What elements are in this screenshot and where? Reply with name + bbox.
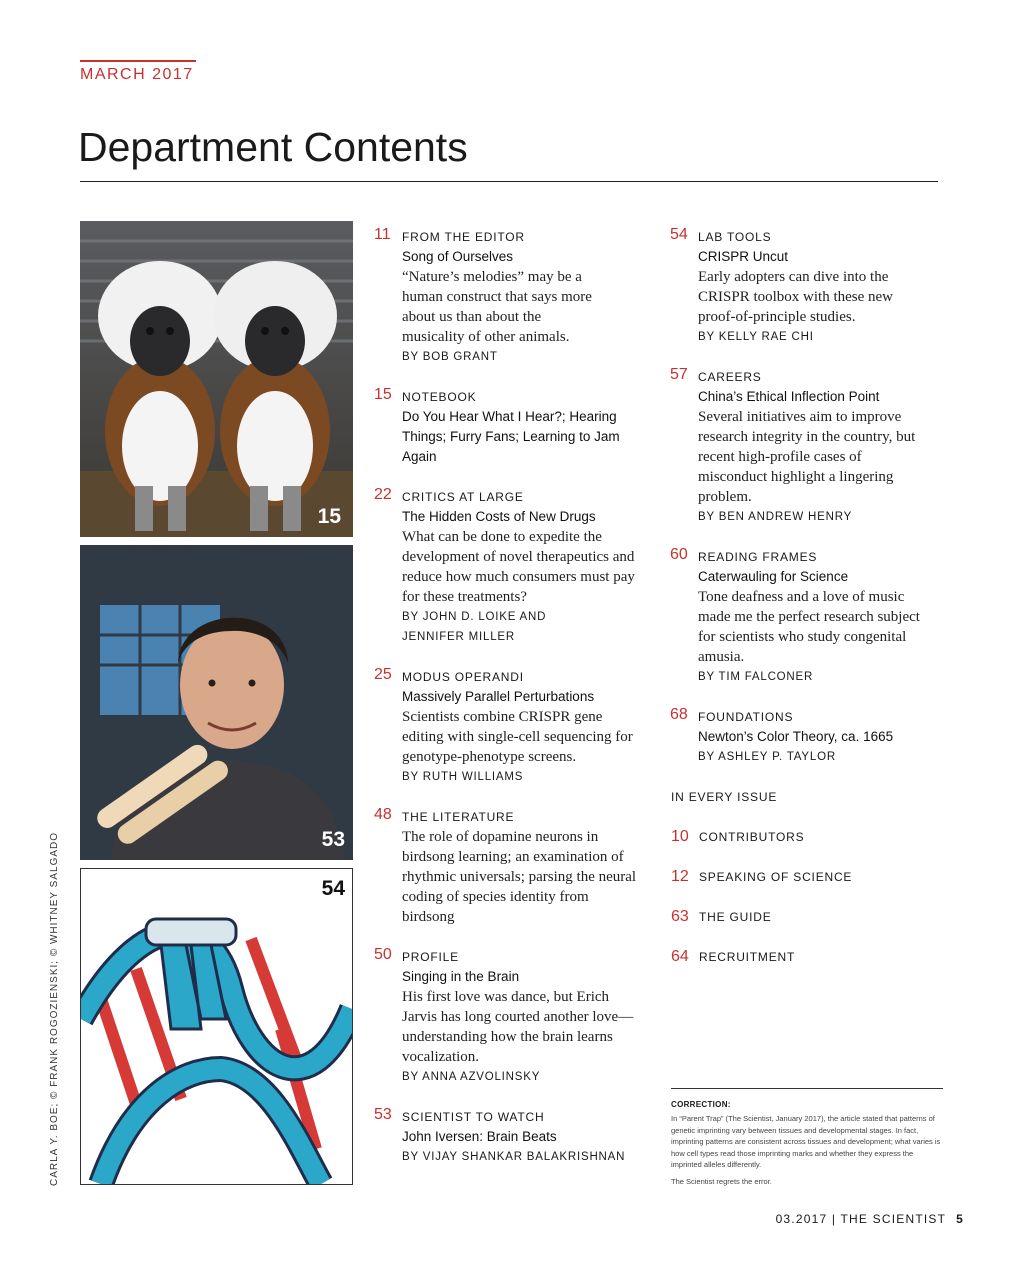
entry-page-number: 60 — [670, 546, 688, 563]
entry-page-number: 53 — [374, 1106, 392, 1123]
entry-page-number: 48 — [374, 806, 392, 823]
every-issue-page: 63 — [671, 908, 689, 925]
entry-deck: Early adopters can dive into the CRISPR toolbox with these new proof-of-principle studies. — [698, 269, 894, 325]
entry-headline: Massively Parallel Perturbations — [402, 689, 595, 704]
entry-department: SCIENTIST TO WATCH — [402, 1110, 545, 1124]
entry-headline: Singing in the Brain — [402, 969, 520, 984]
dna-scissors-image — [81, 869, 352, 1184]
entry-department: CRITICS AT LARGE — [402, 490, 524, 504]
every-issue-name: SPEAKING OF SCIENCE — [699, 870, 853, 884]
every-issue-name: THE GUIDE — [699, 910, 772, 924]
entry-department: CAREERS — [698, 370, 762, 384]
every-issue-item[interactable] — [671, 908, 772, 926]
entry-byline: BY BOB GRANT — [402, 351, 498, 363]
issue-month: MARCH 2017 — [80, 66, 194, 83]
toc-entry[interactable] — [374, 946, 662, 1087]
toc-entry[interactable] — [374, 486, 662, 647]
footer-text: 03.2017 | THE SCIENTIST — [775, 1212, 947, 1226]
entry-page-number: 11 — [374, 226, 391, 243]
entry-department: READING FRAMES — [698, 550, 818, 564]
entry-page-number: 22 — [374, 486, 392, 503]
entry-byline: BY TIM FALCONER — [698, 671, 814, 683]
entry-deck: The role of dopamine neurons in birdsong learning; an examination of rhythmic universals; parsing the neural coding of species identity from birdsong — [402, 829, 637, 925]
entry-department: NOTEBOOK — [402, 390, 477, 404]
every-issue-item[interactable] — [671, 948, 795, 966]
correction-closing: The Scientist regrets the error. — [671, 1177, 772, 1186]
entry-deck: Tone deafness and a love of music made me the perfect research subject for scientists who study congenital amusia. — [698, 589, 920, 665]
entry-page-number: 57 — [670, 366, 688, 383]
entry-deck: Several initiatives aim to improve research integrity in the country, but recent high-profile cases of misconduct highlight a lingering problem. — [698, 409, 916, 505]
every-issue-item[interactable] — [671, 828, 804, 846]
every-issue-item[interactable] — [671, 868, 852, 886]
every-issue-page: 64 — [671, 948, 689, 965]
entry-byline: BY BEN ANDREW HENRY — [698, 511, 853, 523]
page-title: Department Contents — [78, 124, 468, 170]
correction-rule — [671, 1088, 943, 1089]
entry-department: PROFILE — [402, 950, 459, 964]
entry-deck: What can be done to expedite the development of novel therapeutics and reduce how much consumers must pay for these treatments? — [402, 529, 635, 605]
entry-byline: BY VIJAY SHANKAR BALAKRISHNAN — [402, 1151, 626, 1163]
contents-column-right — [670, 226, 943, 767]
entry-department: FOUNDATIONS — [698, 710, 794, 724]
portrait-photo — [80, 545, 353, 860]
toc-entry[interactable] — [670, 226, 943, 347]
entry-department: MODUS OPERANDI — [402, 670, 524, 684]
toc-entry[interactable] — [374, 666, 662, 787]
entry-headline: John Iversen: Brain Beats — [402, 1129, 557, 1144]
entry-byline: BY ASHLEY P. TAYLOR — [698, 751, 836, 763]
entry-deck: His first love was dance, but Erich Jarvis has long courted another love—understanding how the brain learns vocalization. — [402, 989, 634, 1065]
correction-title: CORRECTION: — [671, 1100, 731, 1109]
contents-column-left — [374, 226, 662, 1167]
entry-headline: Song of Ourselves — [402, 249, 514, 264]
photo-page-number: 53 — [321, 828, 345, 851]
correction-body: In “Parent Trap” (The Scientist, January 2017), the article stated that patterns of genetic imprinting vary between tissues and developmental stages. In fact, imprinting patterns are consistent across tissues and development; what varies is how cell types read those imprinting marks and whether they express the imprinted alleles differently. — [671, 1114, 941, 1169]
entry-headline: The Hidden Costs of New Drugs — [402, 509, 596, 524]
entry-department: FROM THE EDITOR — [402, 230, 525, 244]
every-issue-heading: IN EVERY ISSUE — [671, 790, 778, 804]
marmosets-photo — [80, 221, 353, 537]
footer-page-number: 5 — [956, 1212, 964, 1226]
toc-entry[interactable] — [670, 706, 943, 767]
entry-byline: BY ANNA AZVOLINSKY — [402, 1071, 541, 1083]
entry-headline: China’s Ethical Inflection Point — [698, 389, 880, 404]
entry-deck: Scientists combine CRISPR gene editing with single-cell sequencing for genotype-phenotype screens. — [402, 709, 633, 765]
entry-page-number: 68 — [670, 706, 688, 723]
marmosets-image — [80, 221, 353, 537]
entry-headline: Do You Hear What I Hear?; Hearing Things; Furry Fans; Learning to Jam Again — [402, 409, 620, 464]
entry-byline: BY JOHN D. LOIKE AND JENNIFER MILLER — [402, 611, 547, 643]
toc-entry[interactable] — [374, 1106, 662, 1167]
entry-page-number: 50 — [374, 946, 392, 963]
photo-page-number: 15 — [317, 505, 341, 528]
every-issue-page: 10 — [671, 828, 689, 845]
portrait-image — [80, 545, 353, 860]
title-rule — [80, 181, 938, 182]
every-issue-page: 12 — [671, 868, 689, 885]
photo-page-number: 54 — [321, 877, 345, 900]
toc-entry[interactable] — [374, 386, 662, 467]
every-issue-name: RECRUITMENT — [699, 950, 796, 964]
entry-page-number: 54 — [670, 226, 688, 243]
toc-entry[interactable] — [670, 366, 943, 527]
entry-byline: BY KELLY RAE CHI — [698, 331, 814, 343]
month-rule — [80, 60, 196, 62]
photo-credit: CARLA Y. BOE; © FRANK ROGOZIENSKI; © WHITNEY SALGADO — [49, 831, 60, 1186]
toc-entry[interactable] — [374, 226, 662, 367]
crispr-illustration — [80, 868, 353, 1185]
entry-headline: Newton’s Color Theory, ca. 1665 — [698, 729, 894, 744]
entry-page-number: 15 — [374, 386, 392, 403]
entry-deck: “Nature’s melodies” may be a human construct that says more about us than about the musicality of other animals. — [402, 269, 592, 345]
toc-entry[interactable] — [374, 806, 662, 927]
toc-entry[interactable] — [670, 546, 943, 687]
entry-headline: CRISPR Uncut — [698, 249, 789, 264]
entry-byline: BY RUTH WILLIAMS — [402, 771, 524, 783]
every-issue-name: CONTRIBUTORS — [699, 830, 805, 844]
page-footer — [776, 1212, 964, 1226]
entry-page-number: 25 — [374, 666, 392, 683]
entry-headline: Caterwauling for Science — [698, 569, 849, 584]
entry-department: THE LITERATURE — [402, 810, 515, 824]
entry-department: LAB TOOLS — [698, 230, 772, 244]
